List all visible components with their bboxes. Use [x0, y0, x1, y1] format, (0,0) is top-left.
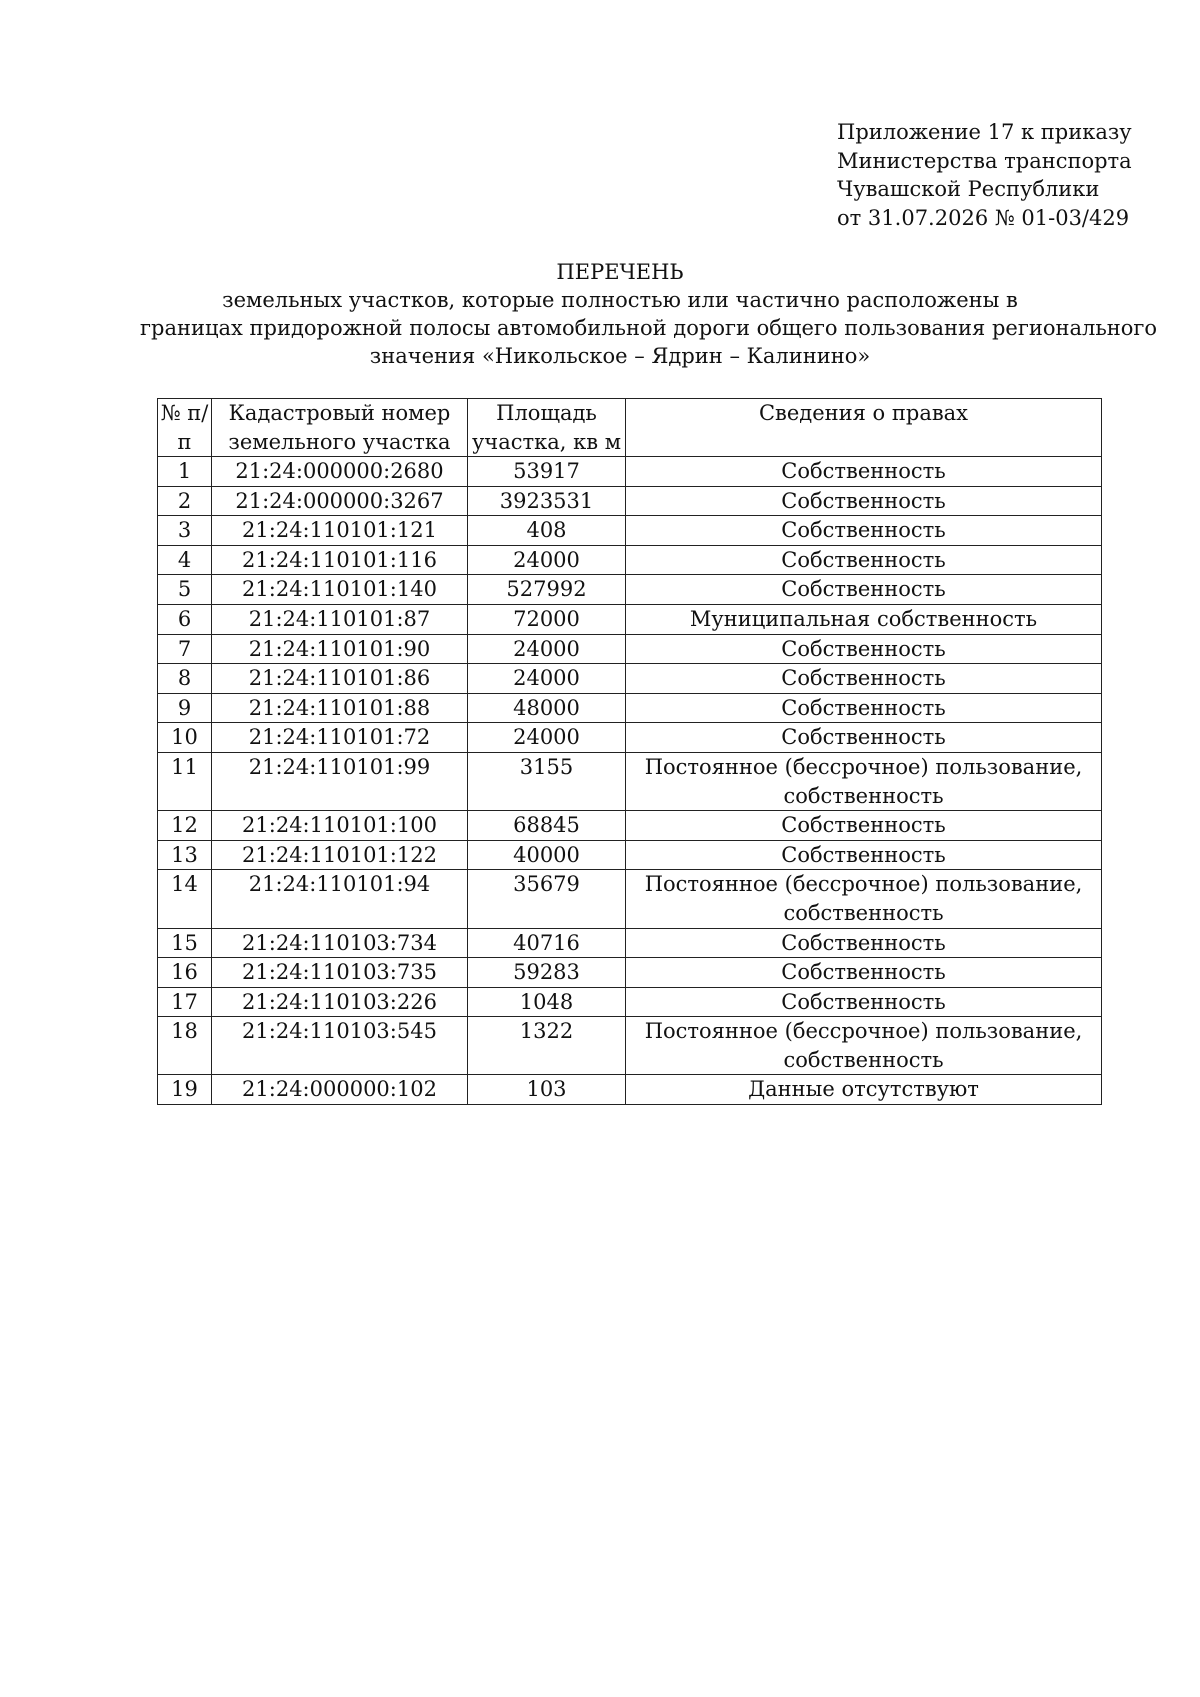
cell-cadastral: 21:24:000000:2680: [212, 457, 468, 487]
cell-num: 4: [158, 545, 212, 575]
cell-rights: Собственность: [626, 634, 1102, 664]
table-row: [158, 575, 1102, 605]
cell-area: 3923531: [468, 486, 626, 516]
header-area: Площадь участка, кв м: [468, 399, 626, 457]
cell-num: 16: [158, 958, 212, 988]
cell-cadastral: 21:24:110101:99: [212, 752, 468, 810]
cell-rights: Муниципальная собственность: [626, 604, 1102, 634]
appendix-line: Чувашской Республики: [837, 177, 1100, 201]
cell-cadastral: 21:24:110101:140: [212, 575, 468, 605]
table-row: [158, 752, 1102, 810]
cell-area: 527992: [468, 575, 626, 605]
table-row: [158, 958, 1102, 988]
appendix-line: от 31.07.2026 № 01-03/429: [837, 205, 1130, 230]
cell-rights: Собственность: [626, 928, 1102, 958]
document-heading: [140, 258, 1158, 370]
cell-num: 9: [158, 693, 212, 723]
cell-rights: Собственность: [626, 693, 1102, 723]
cell-cadastral: 21:24:110101:87: [212, 604, 468, 634]
cell-area: 408: [468, 516, 626, 546]
cell-cadastral: 21:24:110101:122: [212, 840, 468, 870]
cell-area: 40716: [468, 928, 626, 958]
cell-rights: Собственность: [626, 987, 1102, 1017]
cell-rights: Собственность: [626, 575, 1102, 605]
table-row: [158, 604, 1102, 634]
cell-area: 24000: [468, 545, 626, 575]
table-row: [158, 811, 1102, 841]
header-row: [158, 399, 1102, 457]
cell-area: 24000: [468, 723, 626, 753]
table-row: [158, 1017, 1102, 1075]
cell-num: 13: [158, 840, 212, 870]
table-row: [158, 545, 1102, 575]
document-subtitle-line: границах придорожной полосы автомобильной дороги общего пользования регионального: [140, 316, 1158, 340]
document-subtitle-line: земельных участков, которые полностью или частично расположены в: [222, 288, 1018, 312]
appendix-reference: [837, 118, 1132, 232]
cell-num: 19: [158, 1075, 212, 1105]
cell-cadastral: 21:24:000000:102: [212, 1075, 468, 1105]
cell-cadastral: 21:24:110103:545: [212, 1017, 468, 1075]
header-cadastral: Кадастровый номер земельного участка: [212, 399, 468, 457]
cell-area: 53917: [468, 457, 626, 487]
cell-area: 72000: [468, 604, 626, 634]
cell-rights: Собственность: [626, 664, 1102, 694]
cell-num: 3: [158, 516, 212, 546]
cell-area: 3155: [468, 752, 626, 810]
cell-rights: Собственность: [626, 516, 1102, 546]
cell-num: 18: [158, 1017, 212, 1075]
table-row: [158, 723, 1102, 753]
cell-area: 1048: [468, 987, 626, 1017]
cell-cadastral: 21:24:000000:3267: [212, 486, 468, 516]
cell-num: 1: [158, 457, 212, 487]
cell-area: 68845: [468, 811, 626, 841]
table-row: [158, 928, 1102, 958]
appendix-line: Приложение 17 к приказу: [837, 120, 1132, 144]
table-row: [158, 486, 1102, 516]
table-row: [158, 987, 1102, 1017]
cell-area: 1322: [468, 1017, 626, 1075]
appendix-line: Министерства транспорта: [837, 148, 1132, 173]
cell-rights: Постоянное (бессрочное) пользование, собственность: [626, 1017, 1102, 1075]
cell-area: 48000: [468, 693, 626, 723]
cell-rights: Собственность: [626, 811, 1102, 841]
cell-cadastral: 21:24:110101:72: [212, 723, 468, 753]
cell-num: 10: [158, 723, 212, 753]
cell-cadastral: 21:24:110101:100: [212, 811, 468, 841]
cell-num: 17: [158, 987, 212, 1017]
cell-cadastral: 21:24:110101:88: [212, 693, 468, 723]
cell-area: 40000: [468, 840, 626, 870]
table-row: [158, 457, 1102, 487]
cell-cadastral: 21:24:110103:734: [212, 928, 468, 958]
cell-area: 24000: [468, 664, 626, 694]
cell-area: 103: [468, 1075, 626, 1105]
header-rights: Сведения о правах: [626, 399, 1102, 457]
cell-num: 5: [158, 575, 212, 605]
cell-num: 11: [158, 752, 212, 810]
cell-rights: Постоянное (бессрочное) пользование, собственность: [626, 870, 1102, 928]
cell-cadastral: 21:24:110101:86: [212, 664, 468, 694]
cell-rights: Собственность: [626, 840, 1102, 870]
parcels-table: [157, 398, 1102, 1105]
document-title: ПЕРЕЧЕНЬ: [556, 260, 684, 284]
cell-rights: Собственность: [626, 486, 1102, 516]
cell-num: 12: [158, 811, 212, 841]
cell-rights: Собственность: [626, 457, 1102, 487]
cell-area: 35679: [468, 870, 626, 928]
cell-cadastral: 21:24:110103:226: [212, 987, 468, 1017]
table-row: [158, 693, 1102, 723]
table-row: [158, 840, 1102, 870]
cell-rights: Собственность: [626, 545, 1102, 575]
cell-num: 14: [158, 870, 212, 928]
cell-rights: Собственность: [626, 723, 1102, 753]
document-subtitle-line: значения «Никольское – Ядрин – Калинино»: [369, 344, 871, 368]
header-num: № п/п: [158, 399, 212, 457]
table-row: [158, 516, 1102, 546]
table-row: [158, 1075, 1102, 1105]
cell-rights: Постоянное (бессрочное) пользование, собственность: [626, 752, 1102, 810]
cell-rights: Данные отсутствуют: [626, 1075, 1102, 1105]
cell-cadastral: 21:24:110101:121: [212, 516, 468, 546]
cell-num: 2: [158, 486, 212, 516]
table-row: [158, 634, 1102, 664]
cell-cadastral: 21:24:110101:116: [212, 545, 468, 575]
cell-area: 24000: [468, 634, 626, 664]
table-row: [158, 664, 1102, 694]
cell-num: 7: [158, 634, 212, 664]
cell-cadastral: 21:24:110103:735: [212, 958, 468, 988]
cell-rights: Собственность: [626, 958, 1102, 988]
table-row: [158, 870, 1102, 928]
cell-cadastral: 21:24:110101:90: [212, 634, 468, 664]
parcels-table-body: [158, 457, 1102, 1105]
cell-area: 59283: [468, 958, 626, 988]
cell-num: 8: [158, 664, 212, 694]
parcels-table-header: [158, 399, 1102, 457]
cell-num: 6: [158, 604, 212, 634]
cell-cadastral: 21:24:110101:94: [212, 870, 468, 928]
cell-num: 15: [158, 928, 212, 958]
